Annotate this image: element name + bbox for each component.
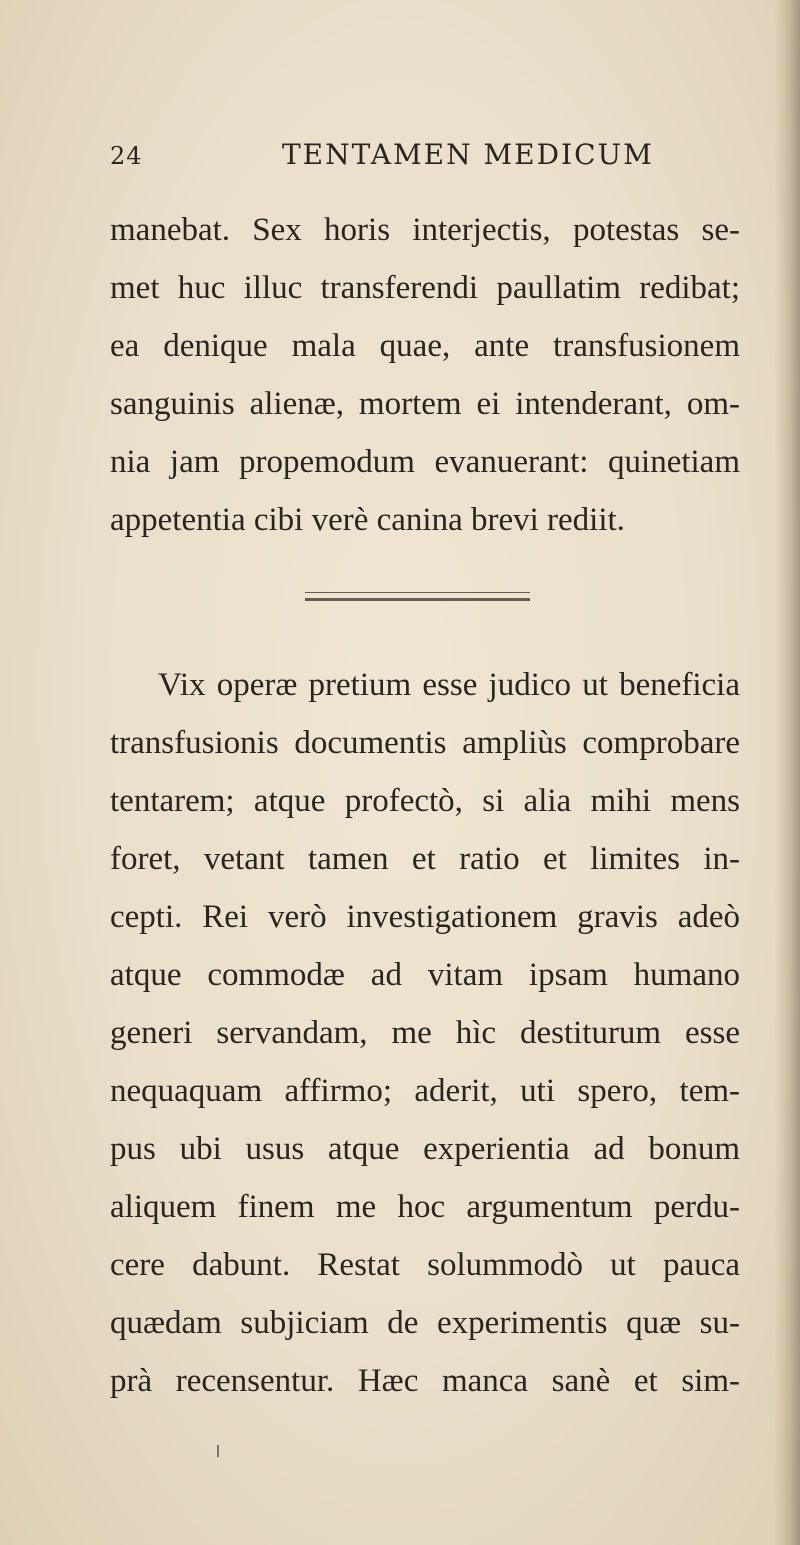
running-title: TENTAMEN MEDICUM	[282, 138, 654, 171]
text-line: sanguinis alienæ, mortem ei intenderant, om-	[110, 386, 740, 422]
text-line: pus ubi usus atque experientia ad bonum	[110, 1131, 740, 1167]
text-line: prà recensentur. Hæc manca sanè et sim-	[110, 1363, 740, 1399]
text-line: met huc illuc transferendi paullatim redibat;	[110, 270, 740, 306]
text-line: cepti. Rei verò investigationem gravis adeò	[110, 899, 740, 935]
text-line: nia jam propemodum evanuerant: quinetiam	[110, 444, 740, 480]
page-edge-shadow	[774, 0, 800, 1545]
text-line: generi servandam, me hìc destiturum esse	[110, 1015, 740, 1051]
page-header	[110, 138, 730, 178]
paragraph-2	[110, 656, 740, 1410]
text-line: appetentia cibi verè canina brevi rediit.	[110, 502, 625, 538]
text-line: cere dabunt. Restat solummodò ut pauca	[110, 1247, 740, 1283]
section-divider	[305, 592, 530, 601]
text-line: atque commodæ ad vitam ipsam humano	[110, 957, 740, 993]
text-line: transfusionis documentis ampliùs comprobare	[110, 725, 740, 761]
paragraph-1	[110, 201, 740, 549]
text-line: aliquem finem me hoc argumentum perdu-	[110, 1189, 740, 1225]
text-line: quædam subjiciam de experimentis quæ su-	[110, 1305, 740, 1341]
text-line: manebat. Sex horis interjectis, potestas se-	[110, 212, 740, 248]
text-line: ea denique mala quae, ante transfusionem	[110, 328, 740, 364]
page-number: 24	[110, 142, 143, 170]
text-line: Vix operæ pretium esse judico ut beneficia	[158, 667, 740, 703]
text-line: tentarem; atque profectò, si alia mihi mens	[110, 783, 740, 819]
text-line: nequaquam affirmo; aderit, uti spero, tem-	[110, 1073, 740, 1109]
ink-speck	[217, 1445, 219, 1457]
text-line: foret, vetant tamen et ratio et limites in-	[110, 841, 740, 877]
